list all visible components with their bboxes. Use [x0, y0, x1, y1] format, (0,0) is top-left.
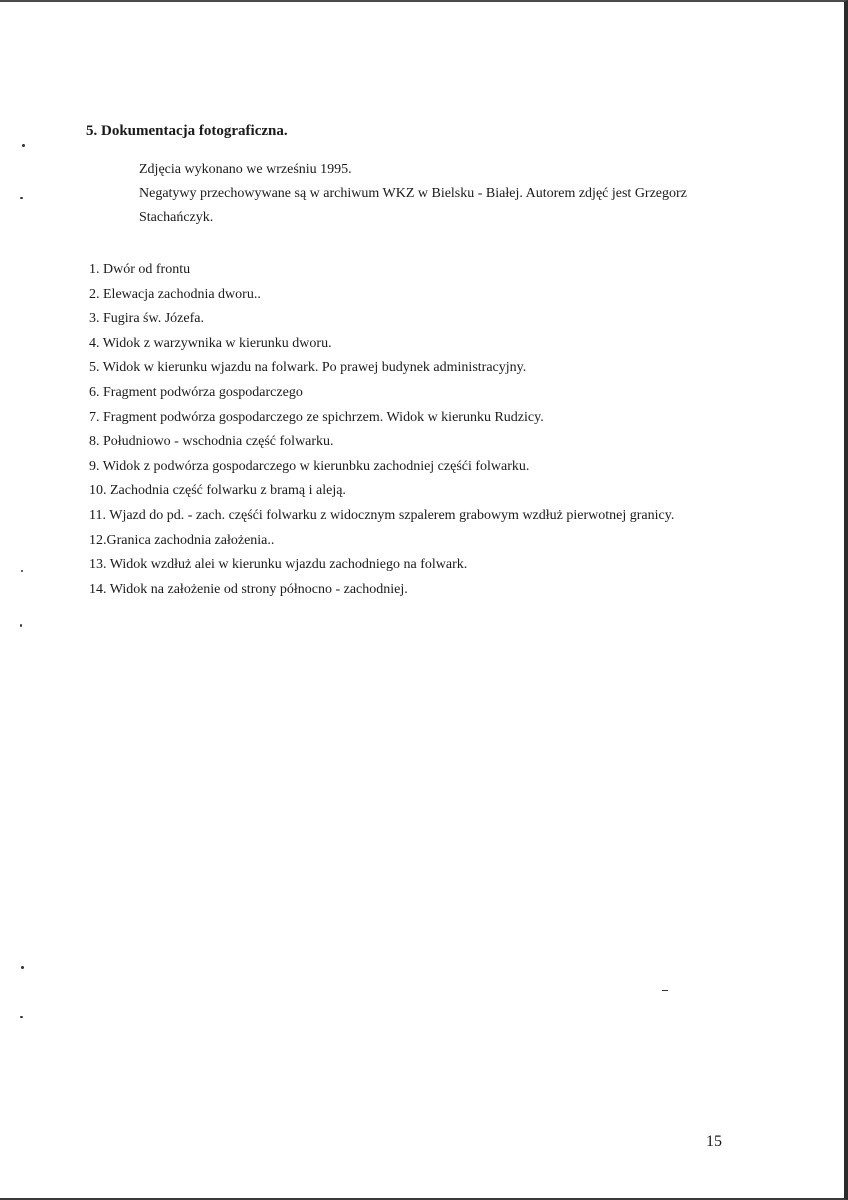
- photo-list-item: 5. Widok w kierunku wjazdu na folwark. Po prawej budynek administracyjny.: [89, 360, 527, 376]
- section-heading: 5. Dokumentacja fotograficzna.: [86, 123, 288, 139]
- photo-list-item: 13. Widok wzdłuż alei w kierunku wjazdu zachodniego na folwark.: [89, 557, 468, 573]
- photo-list-item: 3. Fugira św. Józefa.: [89, 311, 204, 327]
- scan-speck: [21, 570, 23, 572]
- intro-line-date: Zdjęcia wykonano we wrześniu 1995.: [139, 162, 352, 177]
- intro-line-archive: Negatywy przechowywane są w archiwum WKZ w Bielsku - Białej. Autorem zdjęć jest Grzegorz Stachańczyk.: [139, 186, 687, 225]
- photo-list-item: 2. Elewacja zachodnia dworu..: [89, 286, 261, 302]
- photo-list-item: 4. Widok z warzywnika w kierunku dworu.: [89, 335, 332, 351]
- scan-speck: [21, 966, 24, 969]
- photo-list-item: 6. Fragment podwórza gospodarczego: [89, 384, 303, 400]
- photo-list-item: 8. Południowo - wschodnia część folwarku.: [89, 434, 334, 450]
- scan-speck: [20, 624, 22, 627]
- intro-paragraph: [139, 158, 739, 230]
- scan-speck: [662, 990, 668, 991]
- photo-list-item: 11. Wjazd do pd. - zach. częśći folwarku z widocznym szpalerem grabowym wzdłuż pierwotnej granicy.: [89, 507, 675, 523]
- scan-speck: [20, 197, 23, 199]
- photo-list-item: 10. Zachodnia część folwarku z bramą i aleją.: [89, 483, 346, 499]
- photo-list-item: 12.Granica zachodnia założenia..: [89, 532, 275, 548]
- photo-list: [89, 258, 674, 602]
- photo-list-item: 1. Dwór od frontu: [89, 262, 191, 277]
- photo-list-item: 9. Widok z podwórza gospodarczego w kierunbku zachodniej częśći folwarku.: [89, 458, 530, 474]
- scan-speck: [22, 144, 25, 147]
- scan-speck: [20, 1016, 23, 1018]
- photo-list-item: 7. Fragment podwórza gospodarczego ze spichrzem. Widok w kierunku Rudzicy.: [89, 409, 544, 425]
- page-number: 15: [706, 1133, 722, 1150]
- photo-list-item: 14. Widok na założenie od strony północno - zachodniej.: [89, 581, 408, 597]
